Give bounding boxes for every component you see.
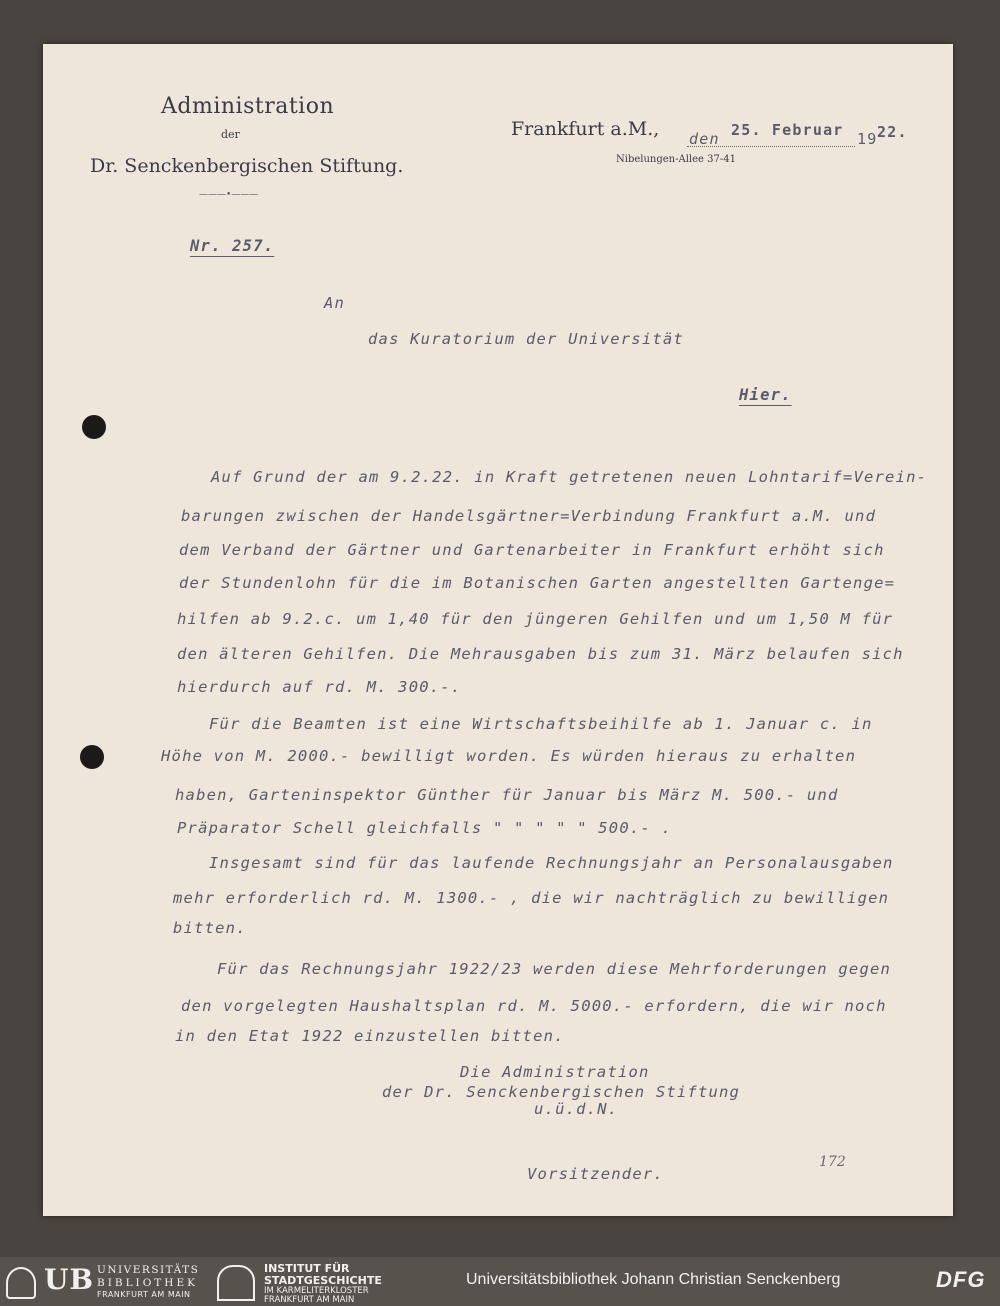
- place-address: Nibelungen-Allee 37-41: [616, 154, 736, 165]
- ub-logo-emblem: [6, 1267, 36, 1299]
- punch-hole-top: [82, 415, 106, 439]
- signature-line-1: Die Administration: [460, 1063, 650, 1081]
- recipient-hier: Hier.: [739, 386, 792, 404]
- footer-bar: [0, 1257, 1000, 1306]
- date-text: 25. Februar: [731, 121, 844, 139]
- body-line: hierdurch auf rd. M. 300.-.: [177, 678, 462, 696]
- signature-role: Vorsitzender.: [527, 1165, 664, 1183]
- body-line: barungen zwischen der Handelsgärtner=Verbindung Frankfurt a.M. und: [181, 507, 877, 525]
- body-line: den älteren Gehilfen. Die Mehrausgaben bis zum 31. März belaufen sich: [177, 645, 904, 663]
- folio-number: 172: [819, 1154, 846, 1170]
- body-line: Höhe von M. 2000.- bewilligt worden. Es würden hieraus zu erhalten: [161, 747, 857, 765]
- isg-logo-emblem: [217, 1265, 255, 1301]
- body-line: Auf Grund der am 9.2.22. in Kraft getretenen neuen Lohntarif=Verein-: [211, 468, 928, 486]
- ub-line-3: FRANKFURT AM MAIN: [97, 1290, 191, 1299]
- body-line: Für das Rechnungsjahr 1922/23 werden diese Mehrforderungen gegen: [217, 960, 892, 978]
- letterhead-name: Dr. Senckenbergischen Stiftung.: [90, 155, 404, 177]
- body-line: in den Etat 1922 einzustellen bitten.: [175, 1027, 565, 1045]
- recipient-an: An: [324, 294, 346, 312]
- body-line: den vorgelegten Haushaltsplan rd. M. 5000.- erfordern, die wir noch: [181, 997, 887, 1015]
- date-year-suffix: 22.: [877, 123, 908, 141]
- body-line: Präparator Schell gleichfalls " " " " " 500.- .: [177, 819, 672, 837]
- isg-line-4: FRANKFURT AM MAIN: [264, 1295, 355, 1305]
- body-line: Für die Beamten ist eine Wirtschaftsbeihilfe ab 1. Januar c. in: [209, 715, 873, 733]
- body-line: haben, Garteninspektor Günther für Januar bis März M. 500.- und: [175, 786, 839, 804]
- dfg-logo: DFG: [936, 1267, 986, 1292]
- body-line: Insgesamt sind für das laufende Rechnungsjahr an Personalausgaben: [209, 854, 894, 872]
- ub-line-1: UNIVERSITÄTS: [97, 1264, 200, 1276]
- body-line: hilfen ab 9.2.c. um 1,40 für den jüngeren Gehilfen und um 1,50 M für: [177, 610, 894, 628]
- isg-line-2: STADTGESCHICHTE: [264, 1274, 382, 1287]
- letterhead-ornament: ———•———: [199, 190, 259, 200]
- letterhead-title: Administration: [161, 94, 335, 119]
- isg-line-3: IM KARMELITERKLOSTER: [264, 1286, 369, 1296]
- body-line: mehr erforderlich rd. M. 1300.- , die wir nachträglich zu bewilligen: [173, 889, 890, 907]
- date-den: den: [689, 130, 720, 148]
- body-line: der Stundenlohn für die im Botanischen Garten angestellten Gartenge=: [179, 574, 896, 592]
- footer-caption[interactable]: Universitätsbibliothek Johann Christian Senckenberg: [466, 1271, 841, 1288]
- letter-page: [43, 44, 953, 1216]
- punch-hole-bottom: [80, 745, 104, 769]
- ub-line-2: BIBLIOTHEK: [97, 1277, 198, 1289]
- ub-logo-text: UB: [44, 1263, 95, 1296]
- signature-line-2: der Dr. Senckenbergischen Stiftung: [382, 1083, 741, 1101]
- recipient-name: das Kuratorium der Universität: [368, 330, 684, 348]
- date-underline: [687, 146, 855, 147]
- place-city: Frankfurt a.M.,: [511, 118, 660, 140]
- letterhead-der: der: [221, 128, 240, 141]
- isg-line-1: INSTITUT FÜR: [264, 1262, 350, 1275]
- body-line: dem Verband der Gärtner und Gartenarbeiter in Frankfurt erhöht sich: [179, 541, 885, 559]
- date-year-prefix: 19: [857, 130, 878, 148]
- signature-line-3: u.ü.d.N.: [534, 1100, 619, 1118]
- reference-number: Nr. 257.: [190, 237, 275, 255]
- body-line: bitten.: [173, 919, 247, 937]
